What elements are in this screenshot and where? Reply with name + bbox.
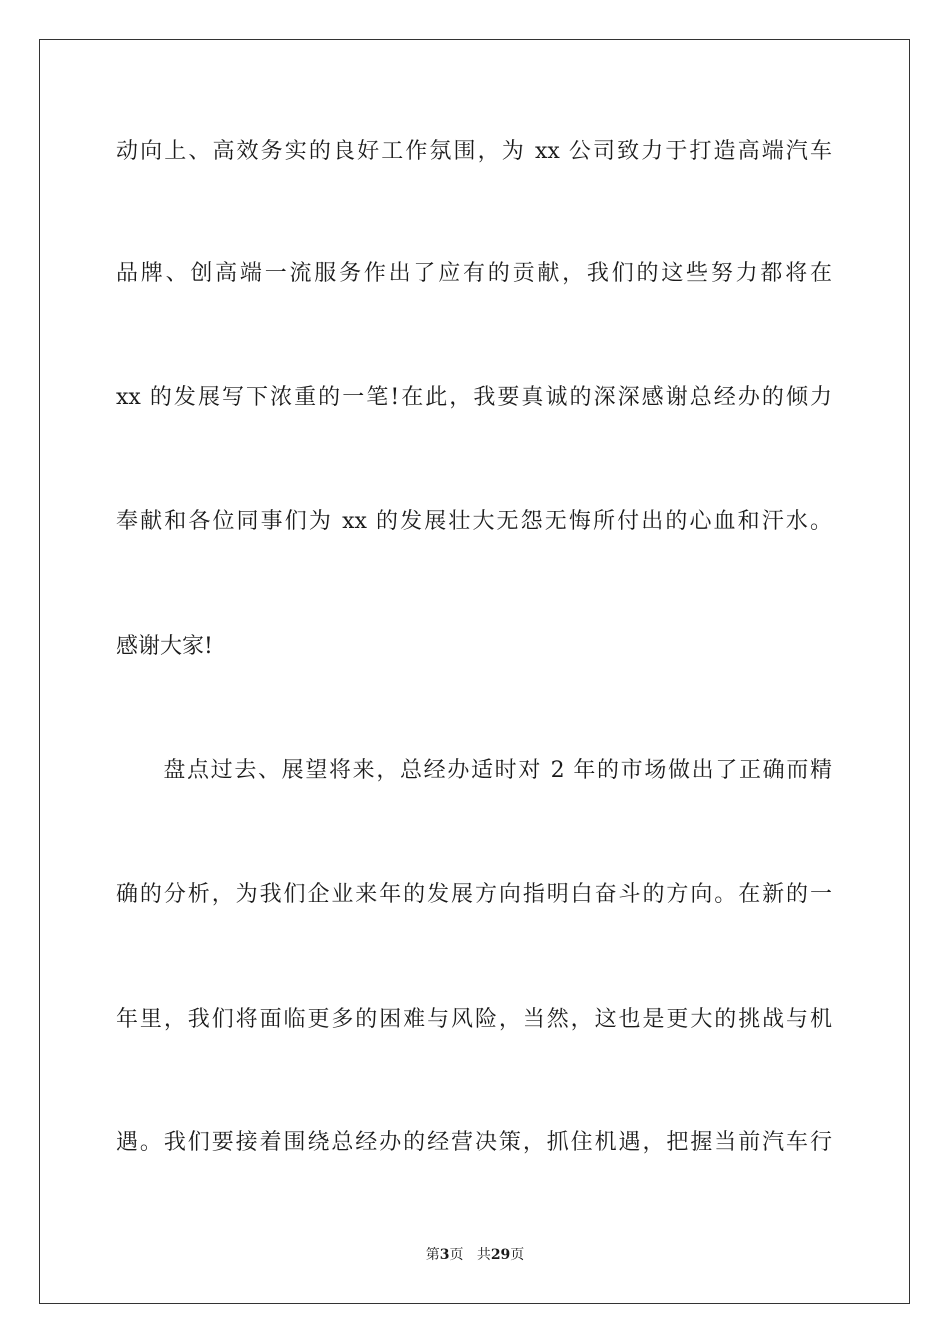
text-line: xx 的发展写下浓重的一笔!在此，我要真诚的深深感谢总经办的倾力 (116, 385, 832, 410)
page-border (39, 39, 910, 1304)
footer-total-prefix: 共 (476, 1247, 491, 1263)
text-line: 奉献和各位同事们为 xx 的发展壮大无怨无悔所付出的心血和汗水。 (116, 509, 832, 534)
footer-prefix: 第 (425, 1247, 440, 1263)
footer-page-word: 页 (449, 1247, 464, 1263)
footer-current-page: 3 (439, 1247, 450, 1263)
page-footer (0, 1245, 950, 1265)
text-line: 遇。我们要接着围绕总经办的经营决策，抓住机遇，把握当前汽车行 (116, 1130, 832, 1155)
text-line: 动向上、高效务实的良好工作氛围，为 xx 公司致力于打造高端汽车 (116, 139, 832, 164)
footer-total-pages: 29 (490, 1247, 511, 1263)
paragraph-start-line: 盘点过去、展望将来，总经办适时对 2 年的市场做出了正确而精 (116, 758, 832, 783)
footer-total-suffix: 页 (510, 1247, 525, 1263)
text-line: 确的分析，为我们企业来年的发展方向指明白奋斗的方向。在新的一 (116, 882, 832, 907)
text-line: 年里，我们将面临更多的困难与风险，当然，这也是更大的挑战与机 (116, 1007, 832, 1032)
text-line: 感谢大家! (116, 634, 213, 659)
text-line: 品牌、创高端一流服务作出了应有的贡献，我们的这些努力都将在 (116, 261, 832, 286)
